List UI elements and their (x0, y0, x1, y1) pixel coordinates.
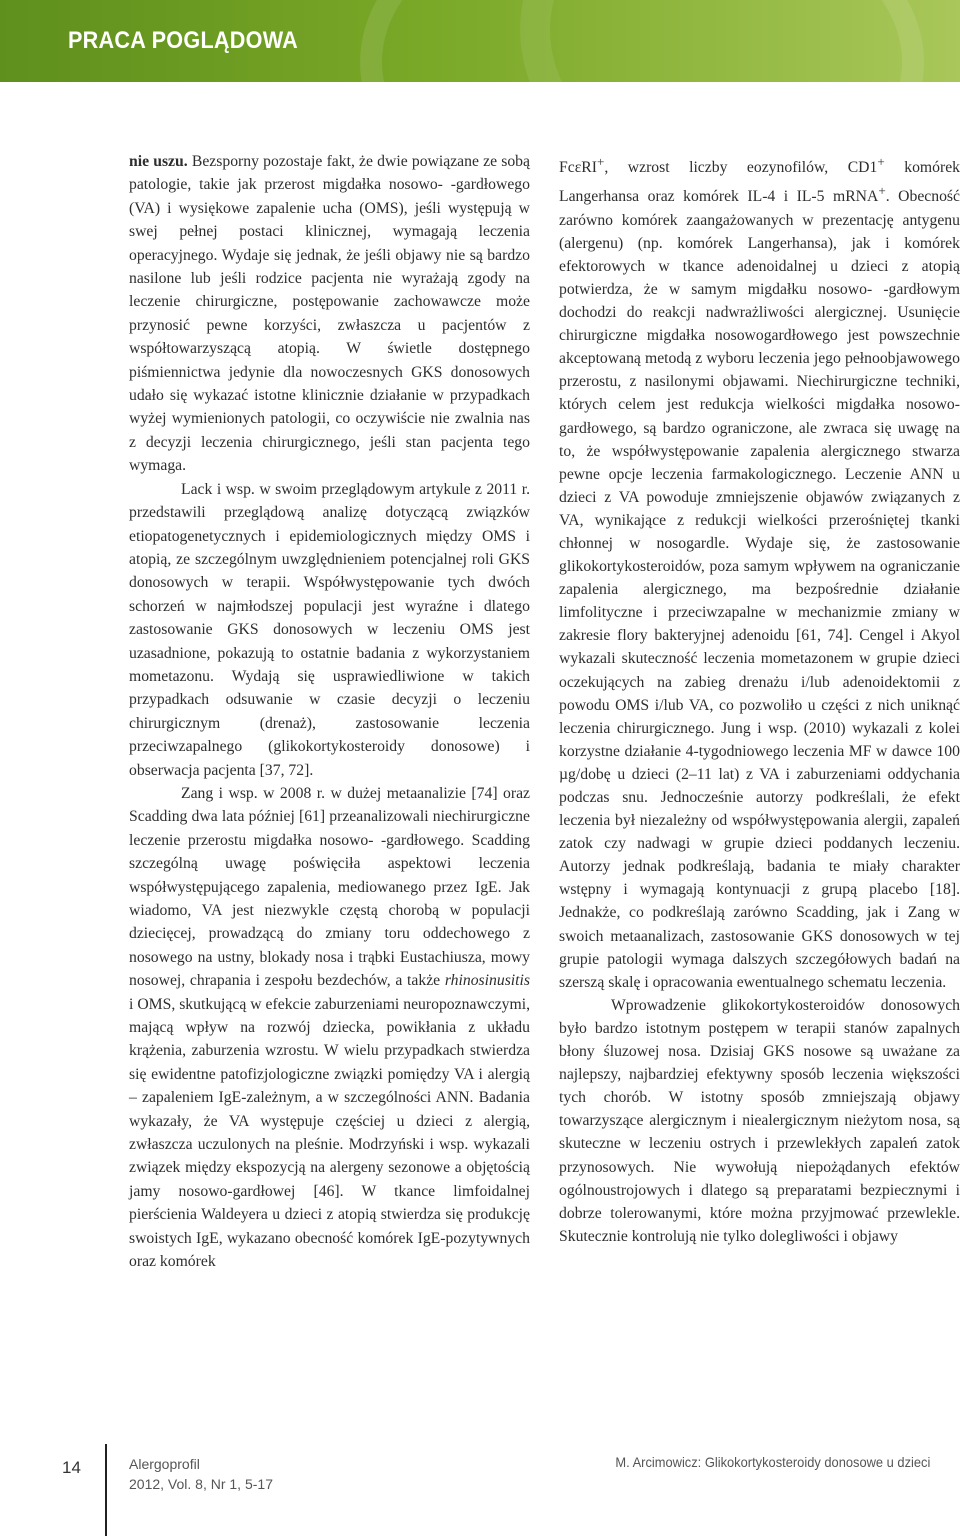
superscript: + (596, 154, 605, 169)
paragraph: Lack i wsp. w swoim przeglądowym artykule z 2011 r. przedstawili przeglądową analizę dotyczącą związków etiopatogenetycznych i epidemiologicznych między OMS i atopią, ze szczególnym uwzględnieniem potencjalnej roli GKS donosowych w terapii. Współwystępowanie tych dwóch schorzeń w najmłodszej populacji jest wyraźne i dlatego zastosowanie GKS donosowych w leczeniu OMS jest uzasadnione, pokazują to ostatnie badania z wykorzystaniem mometazonu. Wydają się usprawiedliwione w takich przypadkach odsuwanie w czasie decyzji o leczeniu chirurgicznym (drenaż), zastosowanie leczenia przeciwzapalnego (glikokortykosteroidy donosowe) i obserwacja pacjenta [37, 72]. (129, 480, 530, 779)
footer-divider (105, 1444, 107, 1536)
paragraph-text: . Obecność zarówno komórek zaangażowanych w prezentację antygenu (alergenu) (np. komórek Langerhansa), jak i komórek efektorowych w tkance adenoidalnej u dzieci z atopią potwierdza, że w samym migdałku nosowo- -gardłowym dochodzi do reakcji nadwrażliwości alergicznej. Usunięcie chirurgiczne migdałka nosowogardłowego jest powszechnie akceptowaną metodą z wyboru leczenia jego pełnoobjawowego przerostu, z nasilonymi objawami. Niechirurgiczne techniki, których celem jest redukcja wielkości migdałka nosowo-gardłowego, są bardzo ograniczone, ale zwraca się uwagę na to, że współwystępowanie zapalenia alergicznego stwarza pewne opcje leczenia farmakologicznego. Leczenie ANN u dzieci z VA powoduje zmniejszenie objawów związanych z VA, wynikające z redukcji wielkości przerośniętej tkanki chłonnej w nosogardle. Wydaje się, że zastosowanie glikokortykosteroidów, poza samym wpływem na ograniczanie zapalenia alergicznego, ma bezpośrednie działanie limfolityczne i przeciwzapalne w mechanizmie zmiany w zakresie flory bakteryjnej adenoidu [61, 74]. Cengel i Akyol wykazali skuteczność leczenia mometazonem w grupie dzieci oczekujących na zabieg drenażu i/lub adenoidektomii z powodu OMS i/lub VA, co pozwoliło u części z nich uniknąć leczenia chirurgicznego. Jung i wsp. (2010) wykazali z kolei korzystne działanie 4-tygodniowego leczenia MF w dawce 100 µg/dobę u dzieci (2–11 lat) z VA i zaburzeniami oddychania podczas snu. Jednocześnie autorzy podkreślali, że efekt leczenia był niezależny od współwystępowania alergii, zapaleń zatok czy nadwagi w grupie dzieci poddanych leczeniu. Autorzy jednak podkreślają, badania te miały charakter wstępny i wymagają kontynuacji z grupą placebo [18]. Jednakże, co podkreślają zarówno Scadding, jak i Zang w swoich metaanalizach, zastosowanie GKS donosowych w tej grupie patologii wymaga dalszych szczegółowych badań na szerszą skalę i opracowania ewentualnego schematu leczenia. (559, 188, 960, 991)
paragraph: Wprowadzenie glikokortykosteroidów donosowych było bardzo istotnym postępem w terapii stanów zapalnych błony śluzowej nosa. Dzisiaj GKS nosowe są uważane za najlepszy, najbardziej efektywny sposób leczenia większości tych chorób. W istotny sposób zmniejszają objawy towarzyszące alergicznym i niealergicznym nieżytom nosa, są skuteczne w leczeniu ostrych i przewlekłych zapaleń zatok przynosowych. Nie wywołują niepożądanych efektów ogólnoustrojowych i dlatego są preparatami bezpiecznymi i dobrze tolerowanymi, które można przyjmować przewlekle. Skutecznie kontrolują nie tylko dolegliwości i objawy (559, 996, 960, 1245)
header-banner (0, 0, 960, 82)
right-column (559, 150, 960, 1248)
paragraph (129, 782, 530, 1274)
page-number: 14 (62, 1458, 81, 1477)
running-title: M. Arcimowicz: Glikokortykosteroidy donosowe u dzieci (615, 1454, 930, 1470)
journal-issue: 2012, Vol. 8, Nr 1, 5-17 (129, 1476, 273, 1492)
paragraph-lead: nie uszu. (129, 153, 188, 170)
journal-info (129, 1454, 273, 1494)
section-label: PRACA POGLĄDOWA (68, 27, 299, 54)
superscript: + (877, 154, 885, 169)
paragraph-text: FcεRI (559, 159, 597, 177)
paragraph-text: Zang i wsp. w 2008 r. w dużej metaanalizie [74] oraz Scadding dwa lata później [61] przeanalizowali niechirurgiczne leczenie przerostu migdałka nosowo- -gardłowego. Scadding szczególną uwagę poświęciła aspektowi leczenia współwystępującego zapalenia, mediowanego przez IgE. Jak wiadomo, VA jest niezwykle częstą chorobą w populacji dziecięcej, prowadzącą do zmiany toru oddechowego z nosowego na ustny, blokady nosa i trąbki Eustachiusza, mowy nosowej, chrapania i zespołu bezdechów, a także (129, 784, 530, 990)
superscript: + (878, 183, 886, 199)
paragraph-text: komórek Langerhansa oraz komórek IL-4 i IL-5 mRNA (559, 159, 960, 206)
header-decoration (520, 0, 960, 82)
paragraph-text: Bezsporny pozostaje fakt, że dwie powiązane ze sobą patologie, takie jak przerost migdałka nosowo- -gardłowego (VA) i wysiękowe zapalenie ucha (OMS), jeśli występują w swej pełnej postaci klinicznej, wymagają leczenia operacyjnego. Wydaje się jednak, że jeśli objawy nie są bardzo nasilone lub jeśli rodzice pacjenta nie wyrażają zgody na leczenie chirurgiczne, postępowanie zachowawcze może przynosić pewne korzyści, zwłaszcza u pacjentów z współtowarzyszącą atopią. W świetle dostępnego piśmiennictwa jedynie dla nowoczesnych GKS donosowych udało się wykazać istotne klinicznie działanie w przypadkach wyżej wymienionych patologii, co oczywiście nie zwalnia nas z decyzji leczenia chirurgicznego, jeśli stan pacjenta tego wymaga. (129, 153, 530, 475)
paragraph (129, 150, 530, 478)
italic-term: rhinosinusitis (444, 972, 530, 990)
paragraph (559, 150, 960, 994)
journal-name: Alergoprofil (129, 1456, 200, 1472)
paragraph-text: i OMS, skutkującą w efekcie zaburzeniami neuropoznawczymi, mającą wpływ na rozwój dziecka, powikłania z układu krążenia, zaburzenia wzrostu. W wielu przypadkach stwierdza się ewidentne patofizjologiczne związki pomiędzy VA i alergią – zapaleniem IgE-zależnym, a w szczególności ANN. Badania wykazały, że VA występuje częściej u dzieci z alergią, zwłaszcza uczulonych na pleśnie. Modrzyński i wsp. wykazali związek między ekspozycją na alergeny sezonowe a objętością jamy nosowo-gardłowej [46]. W tkance limfoidalnej pierścienia Waldeyera u dzieci z atopią stwierdza się produkcję swoistych IgE, wykazano obecność komórek IgE-pozytywnych oraz komórek (129, 995, 530, 1271)
paragraph-text: , wzrost liczby eozynofilów, CD1 (604, 159, 878, 177)
left-column (129, 150, 530, 1274)
